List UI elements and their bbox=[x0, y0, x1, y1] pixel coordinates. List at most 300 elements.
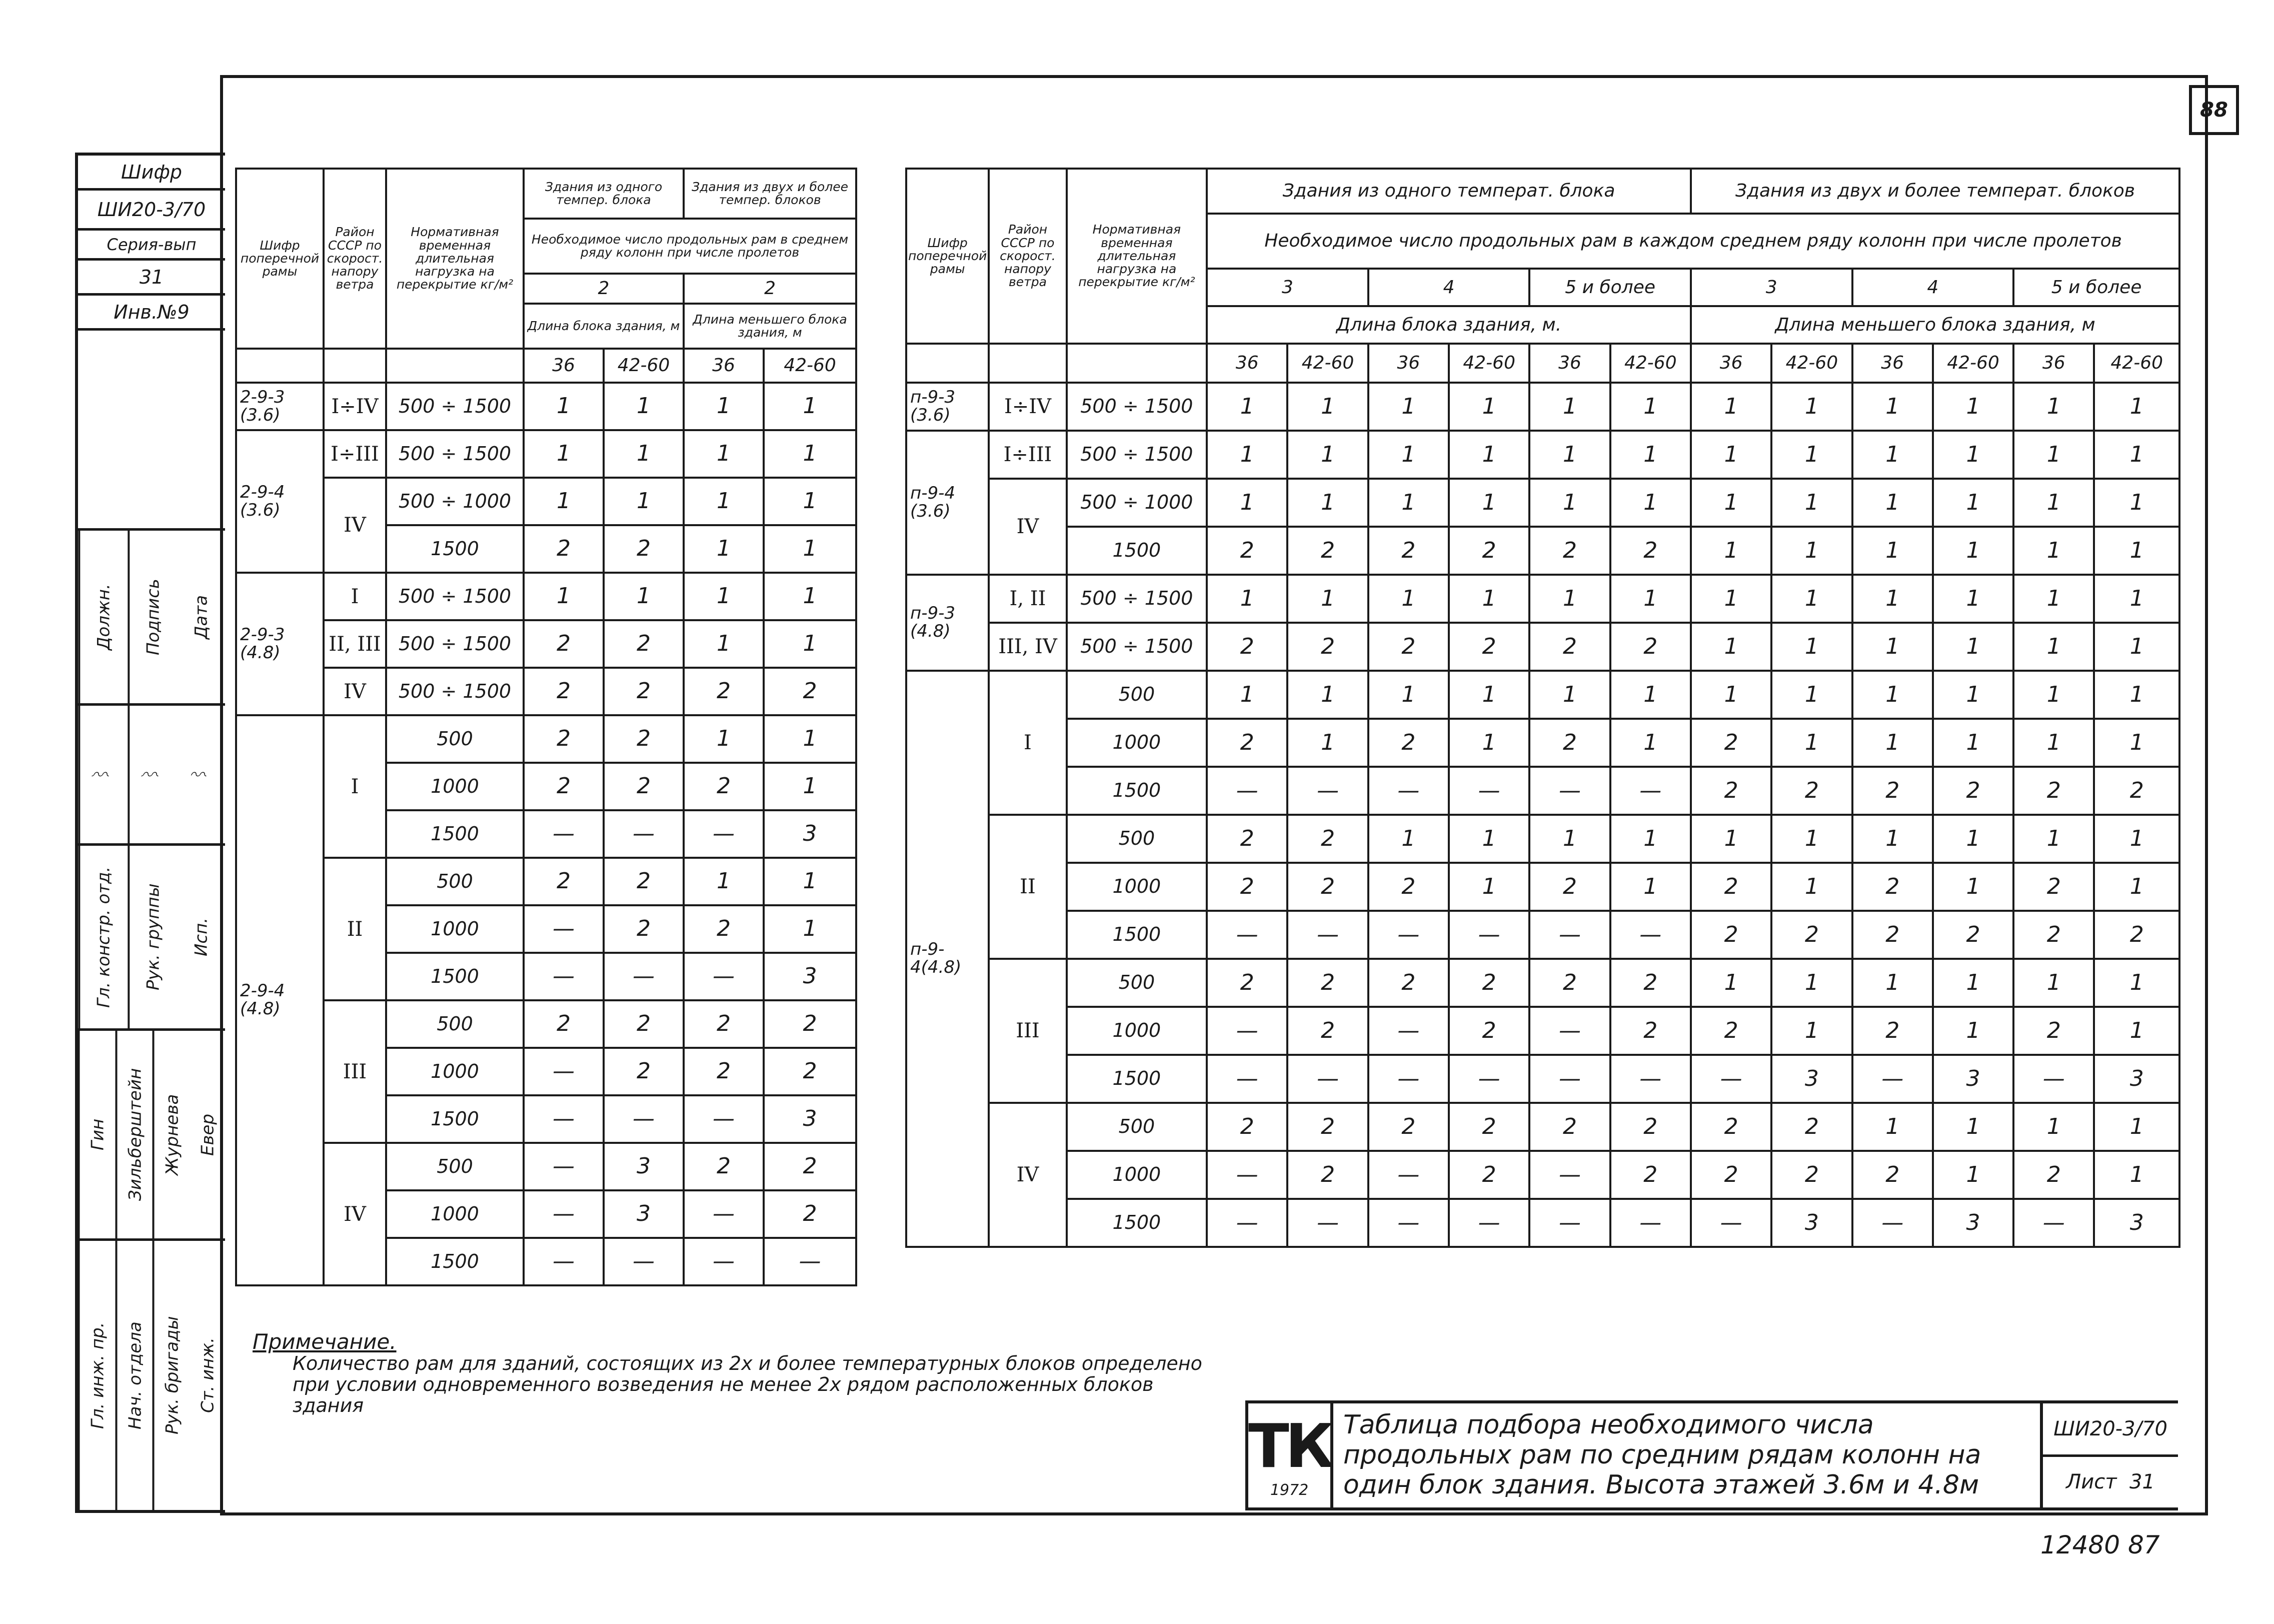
region-cell: IV bbox=[324, 668, 386, 715]
col-header: 42-60 bbox=[2094, 344, 2179, 383]
value-cell: 2 bbox=[604, 905, 684, 953]
table-row bbox=[906, 383, 2179, 431]
value-cell: 1 bbox=[1771, 959, 1852, 1007]
value-cell: 1 bbox=[684, 478, 764, 525]
value-cell: 1 bbox=[1852, 959, 1933, 1007]
value-cell: 1 bbox=[1771, 383, 1852, 431]
value-cell: 2 bbox=[1529, 1103, 1610, 1151]
load-cell: 1000 bbox=[1067, 1007, 1207, 1055]
value-cell: 1 bbox=[1691, 479, 1771, 527]
value-cell: 1 bbox=[1691, 431, 1771, 479]
value-cell: 2 bbox=[764, 1000, 856, 1048]
region-cell: IV bbox=[324, 478, 386, 573]
table-row bbox=[236, 573, 856, 620]
value-cell: — bbox=[524, 1190, 604, 1238]
col-header: 36 bbox=[684, 349, 764, 383]
value-cell: 1 bbox=[2013, 431, 2094, 479]
value-cell: — bbox=[1610, 1055, 1691, 1103]
value-cell: — bbox=[1529, 911, 1610, 959]
load-cell: 1000 bbox=[386, 1048, 524, 1095]
value-cell: 2 bbox=[1207, 863, 1287, 911]
value-cell: 2 bbox=[1449, 959, 1529, 1007]
value-cell: 2 bbox=[1368, 959, 1449, 1007]
load-cell: 500 bbox=[386, 858, 524, 905]
value-cell: 3 bbox=[1933, 1199, 2013, 1247]
load-cell: 1500 bbox=[386, 525, 524, 573]
load-cell: 1500 bbox=[386, 1238, 524, 1285]
value-cell: 3 bbox=[1771, 1199, 1852, 1247]
span-code-cell: 2-9-3 (3.6) bbox=[236, 383, 324, 430]
value-cell: 1 bbox=[1287, 671, 1368, 719]
load-cell: 500 bbox=[1067, 959, 1207, 1007]
note-title: Примечание. bbox=[253, 1329, 397, 1354]
value-cell: 2 bbox=[1287, 1103, 1368, 1151]
value-cell: — bbox=[1207, 1007, 1287, 1055]
value-cell: 2 bbox=[524, 1000, 604, 1048]
value-cell: — bbox=[524, 1143, 604, 1190]
staff-name: Журнева bbox=[153, 1031, 190, 1238]
header-load: Нормативная временная длительная нагрузка на перекрытие кг/м² bbox=[386, 169, 524, 349]
load-cell: 500 ÷ 1500 bbox=[1067, 575, 1207, 623]
table-row bbox=[906, 479, 2179, 527]
value-cell: 3 bbox=[604, 1143, 684, 1190]
value-cell: 1 bbox=[1449, 719, 1529, 767]
value-cell: 1 bbox=[684, 383, 764, 430]
value-cell: — bbox=[1449, 767, 1529, 815]
value-cell: — bbox=[2013, 1055, 2094, 1103]
span-code-cell: 2-9-4 (3.6) bbox=[236, 430, 324, 573]
value-cell: 1 bbox=[1771, 671, 1852, 719]
value-cell: — bbox=[1610, 1199, 1691, 1247]
value-cell: 1 bbox=[2094, 1151, 2179, 1199]
value-cell: 2 bbox=[684, 763, 764, 810]
value-cell: 1 bbox=[684, 525, 764, 573]
value-cell: — bbox=[1287, 1055, 1368, 1103]
value-cell: 2 bbox=[604, 1000, 684, 1048]
value-cell: 1 bbox=[2094, 431, 2179, 479]
value-cell: 1 bbox=[1771, 863, 1852, 911]
load-cell: 1000 bbox=[386, 1190, 524, 1238]
drawing-title: Таблица подбора необходимого числа продольных рам по средним рядам колонн на один блок здания. Высота этажей 3.6м и 4.8м bbox=[1333, 1403, 2043, 1507]
value-cell: 1 bbox=[1933, 431, 2013, 479]
value-cell: 2 bbox=[1368, 527, 1449, 575]
value-cell: — bbox=[524, 905, 604, 953]
value-cell: 1 bbox=[1933, 959, 2013, 1007]
sheet-number: 31 bbox=[2129, 1470, 2155, 1494]
value-cell: 2 bbox=[1287, 959, 1368, 1007]
value-cell: 2 bbox=[1529, 719, 1610, 767]
region-cell: IV bbox=[989, 1103, 1066, 1247]
value-cell: 2 bbox=[604, 525, 684, 573]
value-cell: 1 bbox=[1933, 1151, 2013, 1199]
table-row bbox=[906, 767, 2179, 815]
value-cell: — bbox=[1529, 767, 1610, 815]
value-cell: 1 bbox=[1287, 575, 1368, 623]
value-cell: 2 bbox=[1610, 623, 1691, 671]
col-header: 42-60 bbox=[1287, 344, 1368, 383]
value-cell: — bbox=[1449, 1055, 1529, 1103]
table-row bbox=[906, 527, 2179, 575]
value-cell: 2 bbox=[1287, 1007, 1368, 1055]
value-cell: 1 bbox=[1771, 527, 1852, 575]
value-cell: 1 bbox=[1529, 479, 1610, 527]
value-cell: — bbox=[1368, 1199, 1449, 1247]
value-cell: — bbox=[1610, 767, 1691, 815]
value-cell: 1 bbox=[524, 430, 604, 478]
value-cell: 1 bbox=[1287, 479, 1368, 527]
value-cell: 3 bbox=[764, 810, 856, 858]
value-cell: 1 bbox=[1933, 863, 2013, 911]
load-cell: 500 ÷ 1500 bbox=[1067, 431, 1207, 479]
value-cell: 1 bbox=[2094, 671, 2179, 719]
value-cell: — bbox=[524, 1238, 604, 1285]
value-cell: 2 bbox=[1449, 527, 1529, 575]
load-cell: 500 ÷ 1500 bbox=[1067, 383, 1207, 431]
value-cell: 1 bbox=[524, 573, 604, 620]
value-cell: 2 bbox=[684, 1143, 764, 1190]
table-row bbox=[906, 1103, 2179, 1151]
value-cell: 2 bbox=[1933, 911, 2013, 959]
value-cell: 3 bbox=[604, 1190, 684, 1238]
staff-role: Рук. группы bbox=[128, 846, 177, 1028]
value-cell: 2 bbox=[1933, 767, 2013, 815]
table-row bbox=[906, 959, 2179, 1007]
value-cell: 2 bbox=[1610, 959, 1691, 1007]
value-cell: 1 bbox=[684, 430, 764, 478]
region-cell: I÷IV bbox=[324, 383, 386, 430]
value-cell: 2 bbox=[524, 858, 604, 905]
value-cell: 2 bbox=[2094, 767, 2179, 815]
value-cell: 1 bbox=[764, 478, 856, 525]
table-row bbox=[906, 863, 2179, 911]
value-cell: — bbox=[524, 953, 604, 1000]
staff-role: Гл. констр. отд. bbox=[78, 846, 128, 1028]
sheet-corner-number: 88 bbox=[2189, 85, 2239, 135]
region-cell: I÷IV bbox=[989, 383, 1066, 431]
table-row bbox=[236, 1000, 856, 1048]
value-cell: — bbox=[1207, 1199, 1287, 1247]
table-row bbox=[236, 383, 856, 430]
value-cell: 1 bbox=[524, 383, 604, 430]
right-table bbox=[905, 168, 2180, 1248]
value-cell: 1 bbox=[1691, 575, 1771, 623]
value-cell: — bbox=[1852, 1199, 1933, 1247]
value-cell: 1 bbox=[2094, 863, 2179, 911]
value-cell: 2 bbox=[1610, 1103, 1691, 1151]
header-filler bbox=[324, 349, 386, 383]
region-cell: II, III bbox=[324, 620, 386, 668]
value-cell: 2 bbox=[1771, 1151, 1852, 1199]
span-code-cell: 2-9-4 (4.8) bbox=[236, 715, 324, 1285]
load-cell: 500 bbox=[386, 1000, 524, 1048]
col-header: 42-60 bbox=[1771, 344, 1852, 383]
load-cell: 1500 bbox=[386, 1095, 524, 1143]
value-cell: 1 bbox=[1852, 671, 1933, 719]
region-cell: III bbox=[989, 959, 1066, 1103]
value-cell: 1 bbox=[1691, 959, 1771, 1007]
value-cell: 1 bbox=[1852, 1103, 1933, 1151]
header-length: Длина блока здания, м bbox=[524, 304, 684, 349]
value-cell: 1 bbox=[1852, 719, 1933, 767]
value-cell: 1 bbox=[2013, 815, 2094, 863]
table-row bbox=[236, 430, 856, 478]
value-cell: 1 bbox=[1610, 671, 1691, 719]
value-cell: 1 bbox=[1691, 623, 1771, 671]
value-cell: 2 bbox=[524, 715, 604, 763]
value-cell: — bbox=[604, 810, 684, 858]
value-cell: 1 bbox=[1207, 479, 1287, 527]
value-cell: 2 bbox=[764, 668, 856, 715]
value-cell: — bbox=[684, 810, 764, 858]
value-cell: 1 bbox=[1933, 527, 2013, 575]
value-cell: 1 bbox=[1287, 383, 1368, 431]
value-cell: 1 bbox=[1691, 527, 1771, 575]
value-cell: 1 bbox=[1933, 1007, 2013, 1055]
value-cell: 2 bbox=[1771, 1103, 1852, 1151]
value-cell: — bbox=[2013, 1199, 2094, 1247]
value-cell: 1 bbox=[1852, 431, 1933, 479]
value-cell: — bbox=[684, 1190, 764, 1238]
value-cell: 2 bbox=[1287, 1151, 1368, 1199]
value-cell: 2 bbox=[1529, 959, 1610, 1007]
value-cell: 1 bbox=[2094, 959, 2179, 1007]
value-cell: 2 bbox=[1368, 623, 1449, 671]
value-cell: 1 bbox=[1852, 527, 1933, 575]
value-cell: 2 bbox=[1368, 1103, 1449, 1151]
value-cell: 2 bbox=[1449, 1151, 1529, 1199]
col-header: 42-60 bbox=[1449, 344, 1529, 383]
header-n: 2 bbox=[684, 274, 856, 304]
value-cell: 1 bbox=[2013, 575, 2094, 623]
value-cell: 1 bbox=[1852, 623, 1933, 671]
value-cell: 1 bbox=[1529, 671, 1610, 719]
title-block bbox=[1245, 1400, 2178, 1510]
value-cell: 2 bbox=[1771, 911, 1852, 959]
value-cell: 1 bbox=[1771, 1007, 1852, 1055]
value-cell: — bbox=[1207, 911, 1287, 959]
value-cell: 2 bbox=[1610, 1151, 1691, 1199]
load-cell: 500 ÷ 1500 bbox=[386, 573, 524, 620]
region-cell: I, II bbox=[989, 575, 1066, 623]
stub-staff-names bbox=[78, 1031, 225, 1241]
value-cell: 1 bbox=[2094, 575, 2179, 623]
note-text: Количество рам для зданий, состоящих из 2х и более температурных блоков определено при условии одновременного возведения не менее 2х рядом расположенных блоков здания bbox=[293, 1352, 1202, 1416]
value-cell: 2 bbox=[1691, 1103, 1771, 1151]
value-cell: — bbox=[1207, 1055, 1287, 1103]
value-cell: 3 bbox=[764, 953, 856, 1000]
value-cell: 1 bbox=[1933, 671, 2013, 719]
value-cell: 1 bbox=[1529, 383, 1610, 431]
value-cell: 2 bbox=[2013, 1151, 2094, 1199]
value-cell: — bbox=[1529, 1007, 1610, 1055]
value-cell: 2 bbox=[604, 763, 684, 810]
value-cell: 1 bbox=[1771, 479, 1852, 527]
load-cell: 1000 bbox=[386, 763, 524, 810]
load-cell: 1000 bbox=[386, 905, 524, 953]
value-cell: 1 bbox=[1449, 863, 1529, 911]
load-cell: 500 bbox=[1067, 1103, 1207, 1151]
value-cell: 1 bbox=[1852, 383, 1933, 431]
value-cell: 1 bbox=[1933, 623, 2013, 671]
value-cell: — bbox=[1207, 1151, 1287, 1199]
value-cell: — bbox=[1287, 911, 1368, 959]
header-load: Нормативная временная длительная нагрузка на перекрытие кг/м² bbox=[1067, 169, 1207, 344]
foot-role: Гл. инж. пр. bbox=[78, 1241, 116, 1510]
stub-code: ШИ20-3/70 bbox=[78, 191, 225, 231]
load-cell: 500 bbox=[386, 1143, 524, 1190]
region-cell: I÷III bbox=[989, 431, 1066, 479]
archive-number: 12480 87 bbox=[2040, 1530, 2160, 1559]
table-row bbox=[906, 1151, 2179, 1199]
header-n: 4 bbox=[1368, 269, 1530, 306]
value-cell: 2 bbox=[2013, 1007, 2094, 1055]
load-cell: 500 ÷ 1000 bbox=[386, 478, 524, 525]
value-cell: 2 bbox=[524, 525, 604, 573]
value-cell: 2 bbox=[604, 620, 684, 668]
region-cell: I bbox=[989, 671, 1066, 815]
value-cell: — bbox=[524, 1095, 604, 1143]
region-cell: III, IV bbox=[989, 623, 1066, 671]
value-cell: 1 bbox=[1691, 671, 1771, 719]
stub-roles bbox=[78, 531, 225, 706]
region-cell: III bbox=[324, 1000, 386, 1143]
value-cell: 2 bbox=[1691, 767, 1771, 815]
header-filler bbox=[386, 349, 524, 383]
value-cell: 2 bbox=[1449, 1103, 1529, 1151]
table-row bbox=[906, 1199, 2179, 1247]
stub-blank bbox=[78, 331, 225, 531]
value-cell: 2 bbox=[1529, 863, 1610, 911]
value-cell: 1 bbox=[1852, 479, 1933, 527]
value-cell: 1 bbox=[604, 430, 684, 478]
value-cell: 1 bbox=[2013, 719, 2094, 767]
value-cell: 1 bbox=[1529, 575, 1610, 623]
value-cell: — bbox=[684, 1095, 764, 1143]
header-n: 3 bbox=[1207, 269, 1368, 306]
value-cell: 2 bbox=[764, 1190, 856, 1238]
load-cell: 500 ÷ 1500 bbox=[386, 383, 524, 430]
value-cell: — bbox=[1287, 767, 1368, 815]
value-cell: 1 bbox=[1368, 815, 1449, 863]
value-cell: — bbox=[604, 1095, 684, 1143]
left-stamp-column bbox=[75, 153, 225, 1513]
value-cell: 1 bbox=[2094, 1103, 2179, 1151]
region-cell: I bbox=[324, 715, 386, 858]
col-header: 36 bbox=[1691, 344, 1771, 383]
table-row bbox=[236, 715, 856, 763]
value-cell: — bbox=[764, 1238, 856, 1285]
value-cell: 1 bbox=[1449, 383, 1529, 431]
value-cell: — bbox=[1287, 1199, 1368, 1247]
table-row bbox=[906, 575, 2179, 623]
col-header: 42-60 bbox=[1610, 344, 1691, 383]
value-cell: 2 bbox=[1529, 623, 1610, 671]
value-cell: 2 bbox=[1449, 623, 1529, 671]
value-cell: 2 bbox=[1207, 527, 1287, 575]
load-cell: 500 ÷ 1500 bbox=[386, 430, 524, 478]
value-cell: 2 bbox=[524, 668, 604, 715]
value-cell: 1 bbox=[1529, 431, 1610, 479]
value-cell: 1 bbox=[1449, 575, 1529, 623]
region-cell: I bbox=[324, 573, 386, 620]
span-code-cell: 2-9-3 (4.8) bbox=[236, 573, 324, 715]
value-cell: — bbox=[1529, 1199, 1610, 1247]
header-n: 5 и более bbox=[2013, 269, 2179, 306]
span-code-cell: п-9-3 (3.6) bbox=[906, 383, 989, 431]
value-cell: — bbox=[1529, 1055, 1610, 1103]
region-cell: IV bbox=[324, 1143, 386, 1285]
value-cell: 2 bbox=[684, 905, 764, 953]
value-cell: 1 bbox=[1610, 815, 1691, 863]
value-cell: 1 bbox=[1287, 431, 1368, 479]
value-cell: 2 bbox=[684, 668, 764, 715]
col-header: 36 bbox=[1368, 344, 1449, 383]
value-cell: 1 bbox=[2094, 623, 2179, 671]
value-cell: 1 bbox=[1771, 575, 1852, 623]
header-length: Длина блока здания, м. bbox=[1207, 306, 1691, 344]
span-code-cell: п-9-4 (3.6) bbox=[906, 431, 989, 575]
value-cell: — bbox=[1449, 911, 1529, 959]
load-cell: 500 bbox=[386, 715, 524, 763]
stub-role: Дата bbox=[191, 595, 212, 639]
stub-inv: Инв.№9 bbox=[78, 296, 225, 331]
value-cell: 1 bbox=[1207, 383, 1287, 431]
stub-role: Подпись bbox=[128, 531, 177, 703]
value-cell: — bbox=[1449, 1199, 1529, 1247]
value-cell: 1 bbox=[2013, 479, 2094, 527]
value-cell: — bbox=[1691, 1199, 1771, 1247]
value-cell: 2 bbox=[1852, 1151, 1933, 1199]
stub-page: 31 bbox=[78, 261, 225, 296]
value-cell: 1 bbox=[2094, 527, 2179, 575]
value-cell: 1 bbox=[2013, 671, 2094, 719]
load-cell: 500 bbox=[1067, 671, 1207, 719]
value-cell: 2 bbox=[1771, 767, 1852, 815]
value-cell: 3 bbox=[1771, 1055, 1852, 1103]
region-cell: I÷III bbox=[324, 430, 386, 478]
foot-role: Нач. отдела bbox=[116, 1241, 153, 1510]
value-cell: 3 bbox=[1933, 1055, 2013, 1103]
header-n: 3 bbox=[1691, 269, 1852, 306]
value-cell: 1 bbox=[1368, 383, 1449, 431]
value-cell: 1 bbox=[604, 383, 684, 430]
value-cell: 1 bbox=[1691, 383, 1771, 431]
value-cell: 1 bbox=[2013, 527, 2094, 575]
value-cell: 2 bbox=[684, 1000, 764, 1048]
stub-series: Серия-вып bbox=[78, 231, 225, 261]
value-cell: — bbox=[1691, 1055, 1771, 1103]
value-cell: 1 bbox=[1852, 815, 1933, 863]
value-cell: 1 bbox=[2013, 383, 2094, 431]
value-cell: 1 bbox=[1933, 383, 2013, 431]
value-cell: 1 bbox=[684, 573, 764, 620]
table-row bbox=[236, 1143, 856, 1190]
value-cell: 2 bbox=[1207, 623, 1287, 671]
value-cell: 2 bbox=[1852, 1007, 1933, 1055]
load-cell: 500 ÷ 1500 bbox=[1067, 623, 1207, 671]
value-cell: 1 bbox=[2094, 479, 2179, 527]
table-row bbox=[906, 431, 2179, 479]
table-row bbox=[906, 815, 2179, 863]
sheet-label: Лист bbox=[2066, 1470, 2117, 1494]
value-cell: 1 bbox=[1933, 719, 2013, 767]
header-two-blocks: Здания из двух и более темпер. блоков bbox=[684, 169, 856, 219]
value-cell: 1 bbox=[1207, 575, 1287, 623]
value-cell: 2 bbox=[524, 620, 604, 668]
col-header: 42-60 bbox=[1933, 344, 2013, 383]
staff-name: Зильберштейн bbox=[116, 1031, 153, 1238]
table-row bbox=[906, 1055, 2179, 1103]
